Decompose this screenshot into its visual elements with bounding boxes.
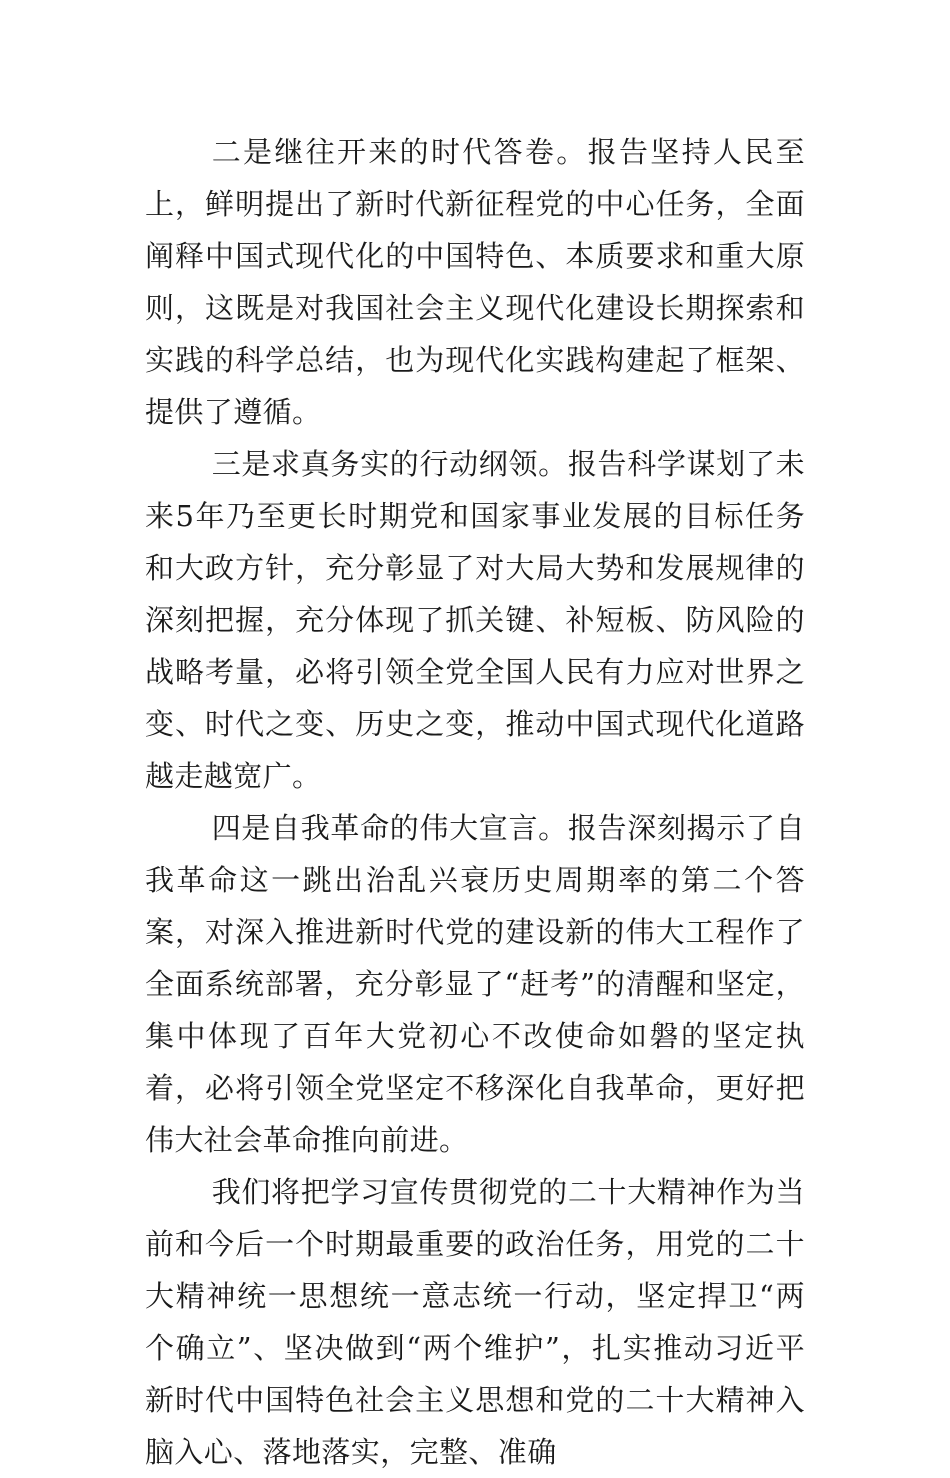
document-body <box>145 126 805 1478</box>
paragraph-study-commitment: 我们将把学习宣传贯彻党的二十大精神作为当前和今后一个时期最重要的政治任务，用党的二十大精神统一思想统一意志统一行动，坚定捍卫“两个确立”、坚决做到“两个维护”，扎实推动习近平新时代中国特色社会主义思想和党的二十大精神入脑入心、落地落实，完整、准确 <box>145 1175 805 1469</box>
paragraph-self-revolution: 四是自我革命的伟大宣言。报告深刻揭示了自我革命这一跳出治乱兴衰历史周期率的第二个答案，对深入推进新时代党的建设新的伟大工程作了全面系统部署，充分彰显了“赶考”的清醒和坚定，集中体现了百年大党初心不改使命如磐的坚定执着，必将引领全党坚定不移深化自我革命，更好把伟大社会革命推向前进。 <box>145 811 805 1157</box>
paragraph-continuation-opening: 二是继往开来的时代答卷。报告坚持人民至上，鲜明提出了新时代新征程党的中心任务，全面阐释中国式现代化的中国特色、本质要求和重大原则，这既是对我国社会主义现代化建设长期探索和实践的科学总结，也为现代化实践构建起了框架、提供了遵循。 <box>145 135 805 429</box>
paragraph-action-program: 三是求真务实的行动纲领。报告科学谋划了未来5年乃至更长时期党和国家事业发展的目标任务和大政方针，充分彰显了对大局大势和发展规律的深刻把握，充分体现了抓关键、补短板、防风险的战略考量，必将引领全党全国人民有力应对世界之变、时代之变、历史之变，推动中国式现代化道路越走越宽广。 <box>145 447 805 793</box>
